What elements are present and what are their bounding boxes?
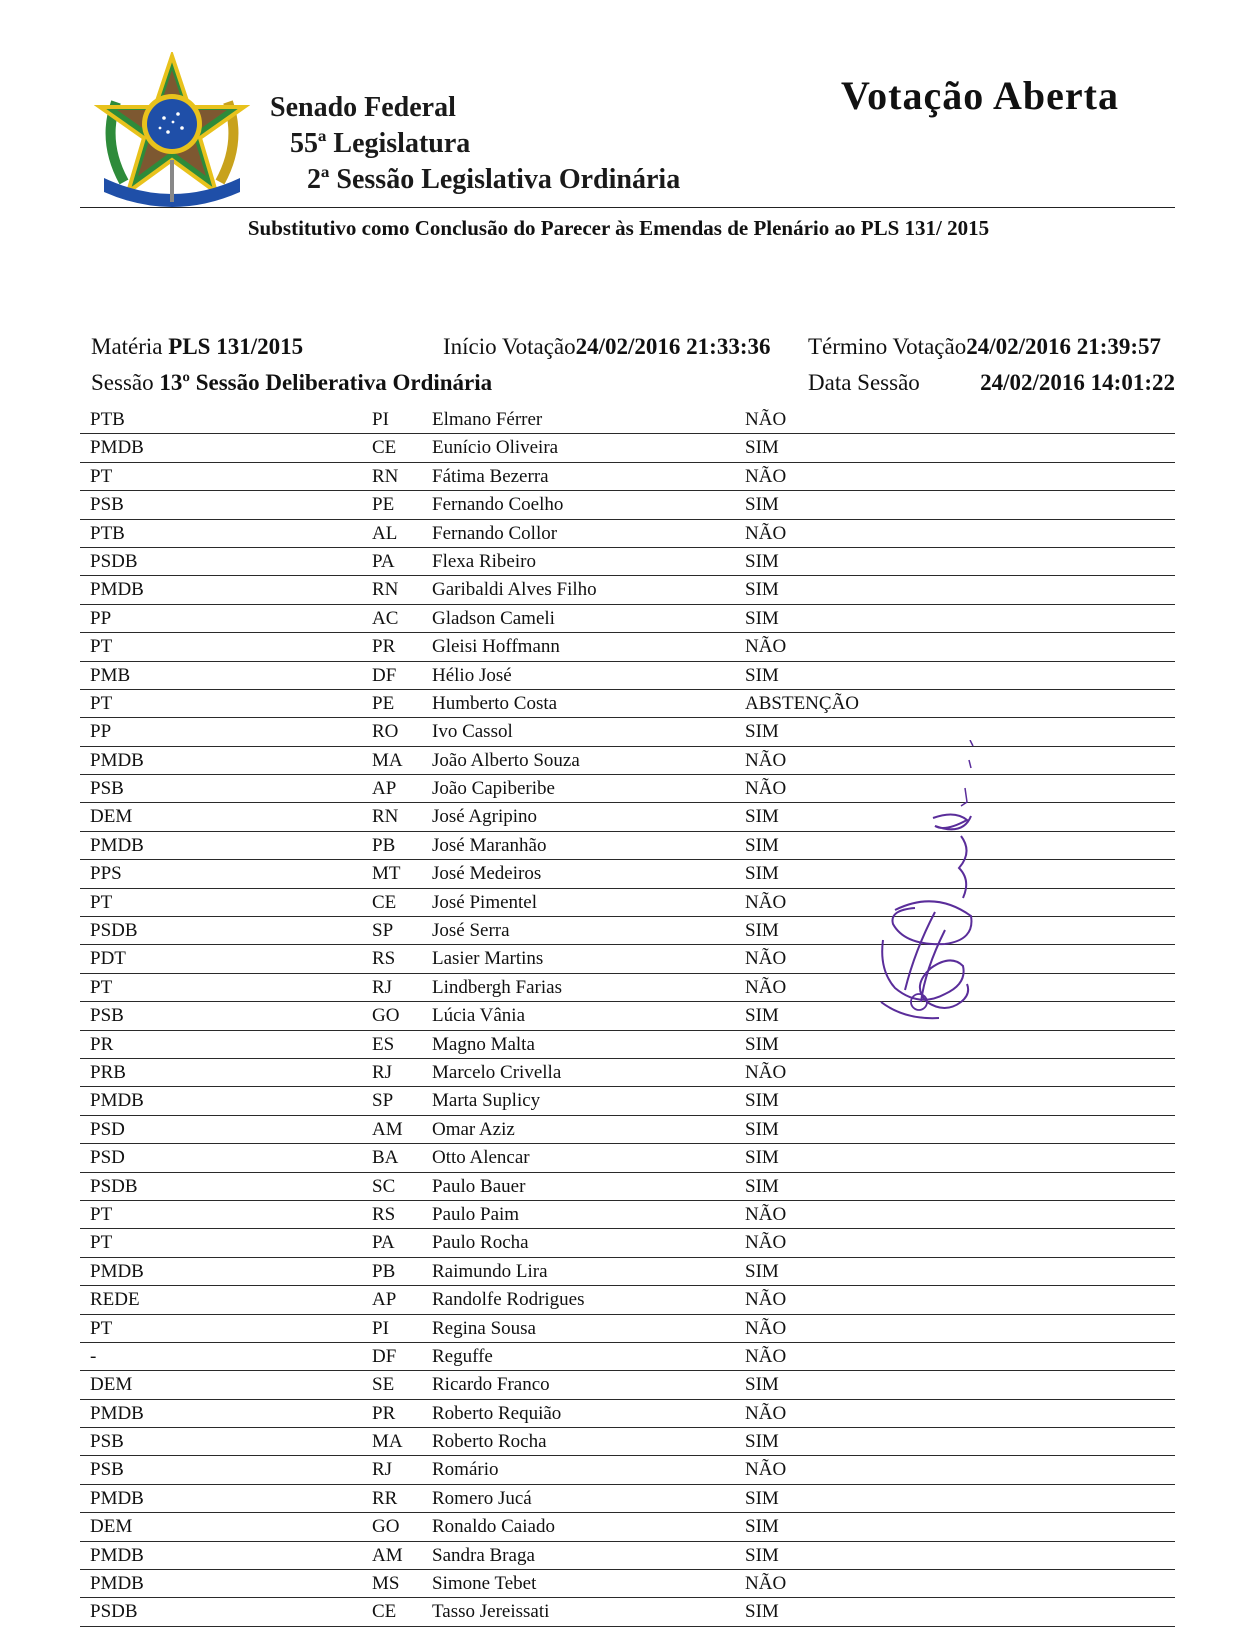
state-cell: RJ bbox=[372, 1061, 393, 1083]
vote-cell: SIM bbox=[745, 1033, 779, 1055]
vote-cell: NÃO bbox=[745, 522, 787, 544]
state-cell: GO bbox=[372, 1005, 400, 1027]
meta-materia bbox=[91, 334, 303, 360]
vote-cell: SIM bbox=[745, 437, 779, 459]
party-cell: PDT bbox=[90, 948, 126, 970]
table-row bbox=[80, 434, 1175, 462]
party-cell: PT bbox=[90, 1317, 113, 1339]
vote-cell: SIM bbox=[745, 1487, 779, 1509]
table-row bbox=[80, 1456, 1175, 1484]
state-cell: PA bbox=[372, 550, 395, 572]
inicio-value: 24/02/2016 21:33:36 bbox=[575, 334, 771, 359]
senator-name-cell: Fernando Coelho bbox=[432, 494, 564, 516]
state-cell: RJ bbox=[372, 976, 393, 998]
state-cell: RO bbox=[372, 721, 399, 743]
inicio-label: Início Votação bbox=[443, 334, 576, 359]
vote-cell: NÃO bbox=[745, 1061, 787, 1083]
party-cell: PMDB bbox=[90, 1487, 144, 1509]
table-row bbox=[80, 889, 1175, 917]
senator-name-cell: Raimundo Lira bbox=[432, 1260, 548, 1282]
vote-cell: NÃO bbox=[745, 1573, 787, 1595]
table-row bbox=[80, 1116, 1175, 1144]
senator-name-cell: João Capiberibe bbox=[432, 778, 555, 800]
party-cell: PT bbox=[90, 891, 113, 913]
vote-cell: SIM bbox=[745, 550, 779, 572]
vote-cell: SIM bbox=[745, 1516, 779, 1538]
senator-name-cell: Paulo Bauer bbox=[432, 1175, 526, 1197]
table-row bbox=[80, 1087, 1175, 1115]
table-row bbox=[80, 662, 1175, 690]
party-cell: PR bbox=[90, 1033, 114, 1055]
table-row bbox=[80, 690, 1175, 718]
party-cell: REDE bbox=[90, 1289, 140, 1311]
state-cell: PB bbox=[372, 1260, 396, 1282]
state-cell: RS bbox=[372, 948, 396, 970]
senator-name-cell: João Alberto Souza bbox=[432, 749, 580, 771]
table-row bbox=[80, 406, 1175, 434]
party-cell: PRB bbox=[90, 1061, 126, 1083]
state-cell: DF bbox=[372, 664, 397, 686]
state-cell: MT bbox=[372, 863, 401, 885]
table-row bbox=[80, 576, 1175, 604]
senator-name-cell: Roberto Rocha bbox=[432, 1431, 547, 1453]
party-cell: PMDB bbox=[90, 579, 144, 601]
party-cell: PMDB bbox=[90, 1544, 144, 1566]
vote-cell: NÃO bbox=[745, 1232, 787, 1254]
state-cell: DF bbox=[372, 1345, 397, 1367]
state-cell: PA bbox=[372, 1232, 395, 1254]
state-cell: SP bbox=[372, 920, 394, 942]
party-cell: PT bbox=[90, 465, 113, 487]
party-cell: PTB bbox=[90, 522, 125, 544]
vote-cell: SIM bbox=[745, 806, 779, 828]
senator-name-cell: Tasso Jereissati bbox=[432, 1601, 550, 1623]
table-row bbox=[80, 1173, 1175, 1201]
brazil-coat-of-arms-icon bbox=[94, 52, 250, 208]
vote-cell: SIM bbox=[745, 1374, 779, 1396]
page-title: Votação Aberta bbox=[840, 73, 1119, 118]
table-row bbox=[80, 1371, 1175, 1399]
table-row bbox=[80, 548, 1175, 576]
table-row bbox=[80, 1598, 1175, 1626]
party-cell: PSD bbox=[90, 1118, 125, 1140]
vote-cell: SIM bbox=[745, 664, 779, 686]
handwritten-signature bbox=[875, 740, 985, 1025]
state-cell: ES bbox=[372, 1033, 395, 1055]
table-row bbox=[80, 1002, 1175, 1030]
senator-name-cell: Fátima Bezerra bbox=[432, 465, 549, 487]
state-cell: SE bbox=[372, 1374, 395, 1396]
senator-name-cell: Lúcia Vânia bbox=[432, 1005, 526, 1027]
senator-name-cell: José Pimentel bbox=[432, 891, 538, 913]
vote-cell: SIM bbox=[745, 1005, 779, 1027]
materia-label: Matéria bbox=[91, 334, 163, 359]
state-cell: MA bbox=[372, 749, 403, 771]
sessao-value: 13º Sessão Deliberativa Ordinária bbox=[159, 370, 493, 395]
table-row bbox=[80, 775, 1175, 803]
party-cell: PT bbox=[90, 1232, 113, 1254]
state-cell: PR bbox=[372, 636, 396, 658]
state-cell: PE bbox=[372, 494, 395, 516]
state-cell: RJ bbox=[372, 1459, 393, 1481]
party-cell: PMDB bbox=[90, 1573, 144, 1595]
state-cell: CE bbox=[372, 1601, 397, 1623]
table-row bbox=[80, 1542, 1175, 1570]
state-cell: BA bbox=[372, 1147, 399, 1169]
party-cell: PT bbox=[90, 976, 113, 998]
table-row bbox=[80, 747, 1175, 775]
vote-cell: NÃO bbox=[745, 636, 787, 658]
table-row bbox=[80, 605, 1175, 633]
table-row bbox=[80, 491, 1175, 519]
party-cell: PMDB bbox=[90, 1090, 144, 1112]
header-sessao-legislativa: 2ª Sessão Legislativa Ordinária bbox=[307, 164, 681, 195]
vote-cell: SIM bbox=[745, 579, 779, 601]
state-cell: PI bbox=[372, 1317, 389, 1339]
senator-name-cell: José Agripino bbox=[432, 806, 538, 828]
data-sessao-value bbox=[980, 370, 1175, 396]
meta-sessao bbox=[91, 370, 492, 396]
party-cell: PP bbox=[90, 607, 112, 629]
party-cell: PPS bbox=[90, 863, 122, 885]
senator-name-cell: Simone Tebet bbox=[432, 1573, 537, 1595]
party-cell: PMDB bbox=[90, 834, 144, 856]
header-legislatura: 55ª Legislatura bbox=[290, 128, 471, 159]
table-row bbox=[80, 1343, 1175, 1371]
table-row bbox=[80, 1201, 1175, 1229]
party-cell: PT bbox=[90, 636, 113, 658]
vote-cell: NÃO bbox=[745, 409, 787, 430]
vote-cell: NÃO bbox=[745, 465, 787, 487]
table-row bbox=[80, 1428, 1175, 1456]
state-cell: AM bbox=[372, 1544, 403, 1566]
senator-name-cell: Hélio José bbox=[432, 664, 512, 686]
termino-label: Término Votação bbox=[808, 334, 967, 359]
state-cell: PR bbox=[372, 1402, 396, 1424]
table-row bbox=[80, 917, 1175, 945]
data-sessao-text: 24/02/2016 14:01:22 bbox=[980, 370, 1175, 395]
state-cell: RN bbox=[372, 579, 399, 601]
table-row bbox=[80, 463, 1175, 491]
table-row bbox=[80, 1031, 1175, 1059]
sessao-label: Sessão bbox=[91, 370, 154, 395]
vote-cell: SIM bbox=[745, 1147, 779, 1169]
table-row bbox=[80, 520, 1175, 548]
senator-name-cell: Gladson Cameli bbox=[432, 607, 555, 629]
table-row bbox=[80, 633, 1175, 661]
state-cell: AM bbox=[372, 1118, 403, 1140]
party-cell: DEM bbox=[90, 1516, 133, 1538]
state-cell: PI bbox=[372, 409, 389, 430]
state-cell: GO bbox=[372, 1516, 400, 1538]
senator-name-cell: Gleisi Hoffmann bbox=[432, 636, 560, 658]
party-cell: PSDB bbox=[90, 1175, 138, 1197]
table-row bbox=[80, 1513, 1175, 1541]
senator-name-cell: Ronaldo Caiado bbox=[432, 1516, 555, 1538]
party-cell: PSB bbox=[90, 1459, 124, 1481]
vote-cell: SIM bbox=[745, 1601, 779, 1623]
vote-cell: SIM bbox=[745, 863, 779, 885]
table-row bbox=[80, 1229, 1175, 1257]
party-cell: PSDB bbox=[90, 1601, 138, 1623]
senator-name-cell: Reguffe bbox=[432, 1345, 493, 1367]
termino-value: 24/02/2016 21:39:57 bbox=[966, 334, 1162, 359]
document-subtitle: Substitutivo como Conclusão do Parecer às Emendas de Plenário ao PLS 131/ 2015 bbox=[247, 216, 990, 240]
state-cell: SP bbox=[372, 1090, 394, 1112]
state-cell: PE bbox=[372, 692, 395, 714]
senator-name-cell: Magno Malta bbox=[432, 1033, 535, 1055]
senator-name-cell: Eunício Oliveira bbox=[432, 437, 559, 459]
party-cell: PMDB bbox=[90, 1260, 144, 1282]
vote-cell: NÃO bbox=[745, 948, 787, 970]
table-row bbox=[80, 832, 1175, 860]
senator-name-cell: Regina Sousa bbox=[432, 1317, 536, 1339]
vote-cell: SIM bbox=[745, 721, 779, 743]
table-row bbox=[80, 1315, 1175, 1343]
senator-name-cell: Marta Suplicy bbox=[432, 1090, 541, 1112]
materia-value: PLS 131/2015 bbox=[168, 334, 304, 359]
senator-name-cell: José Serra bbox=[432, 920, 510, 942]
party-cell: PT bbox=[90, 1203, 113, 1225]
party-cell: PP bbox=[90, 721, 112, 743]
meta-termino bbox=[808, 334, 1161, 360]
vote-cell: NÃO bbox=[745, 1402, 787, 1424]
vote-cell: SIM bbox=[745, 1544, 779, 1566]
party-cell: PT bbox=[90, 692, 113, 714]
senator-name-cell: Lindbergh Farias bbox=[432, 976, 562, 998]
party-cell: PMB bbox=[90, 664, 131, 686]
state-cell: RR bbox=[372, 1487, 398, 1509]
table-row bbox=[80, 860, 1175, 888]
party-cell: PSDB bbox=[90, 920, 138, 942]
data-sessao-label: Data Sessão bbox=[808, 370, 920, 395]
vote-table bbox=[80, 406, 1175, 1627]
table-row bbox=[80, 1059, 1175, 1087]
vote-cell: NÃO bbox=[745, 1459, 787, 1481]
state-cell: CE bbox=[372, 891, 397, 913]
vote-cell: SIM bbox=[745, 494, 779, 516]
senator-name-cell: Ricardo Franco bbox=[432, 1374, 550, 1396]
vote-cell: NÃO bbox=[745, 1289, 787, 1311]
state-cell: RN bbox=[372, 465, 399, 487]
party-cell: DEM bbox=[90, 806, 133, 828]
party-cell: PSB bbox=[90, 494, 124, 516]
state-cell: PB bbox=[372, 834, 396, 856]
vote-cell: NÃO bbox=[745, 1345, 787, 1367]
state-cell: SC bbox=[372, 1175, 396, 1197]
vote-cell: ABSTENÇÃO bbox=[745, 692, 860, 714]
state-cell: AL bbox=[372, 522, 398, 544]
table-row bbox=[80, 1144, 1175, 1172]
party-cell: DEM bbox=[90, 1374, 133, 1396]
state-cell: AC bbox=[372, 607, 399, 629]
vote-cell: SIM bbox=[745, 834, 779, 856]
party-cell: PSD bbox=[90, 1147, 125, 1169]
table-row bbox=[80, 1485, 1175, 1513]
table-row bbox=[80, 945, 1175, 973]
senator-name-cell: Romero Jucá bbox=[432, 1487, 532, 1509]
header-senado: Senado Federal bbox=[270, 92, 456, 123]
senator-name-cell: Ivo Cassol bbox=[432, 721, 513, 743]
vote-cell: SIM bbox=[745, 1090, 779, 1112]
table-row bbox=[80, 974, 1175, 1002]
state-cell: MS bbox=[372, 1573, 400, 1595]
senator-name-cell: José Medeiros bbox=[432, 863, 542, 885]
vote-cell: NÃO bbox=[745, 1317, 787, 1339]
state-cell: RN bbox=[372, 806, 399, 828]
party-cell: PTB bbox=[90, 409, 125, 430]
party-cell: PMDB bbox=[90, 1402, 144, 1424]
senator-name-cell: Otto Alencar bbox=[432, 1147, 530, 1169]
vote-cell: SIM bbox=[745, 920, 779, 942]
vote-cell: SIM bbox=[745, 607, 779, 629]
party-cell: PSB bbox=[90, 778, 124, 800]
senator-name-cell: Paulo Paim bbox=[432, 1203, 520, 1225]
senator-name-cell: Humberto Costa bbox=[432, 692, 558, 714]
senator-name-cell: Romário bbox=[432, 1459, 499, 1481]
vote-cell: SIM bbox=[745, 1260, 779, 1282]
senator-name-cell: Omar Aziz bbox=[432, 1118, 515, 1140]
state-cell: RS bbox=[372, 1203, 396, 1225]
senator-name-cell: Marcelo Crivella bbox=[432, 1061, 562, 1083]
party-cell: PSDB bbox=[90, 550, 138, 572]
table-row bbox=[80, 1286, 1175, 1314]
vote-cell: SIM bbox=[745, 1118, 779, 1140]
vote-cell: SIM bbox=[745, 1431, 779, 1453]
senator-name-cell: Lasier Martins bbox=[432, 948, 544, 970]
senator-name-cell: Flexa Ribeiro bbox=[432, 550, 536, 572]
header-divider bbox=[80, 207, 1175, 208]
senator-name-cell: Elmano Férrer bbox=[432, 409, 543, 430]
state-cell: AP bbox=[372, 1289, 397, 1311]
vote-cell: NÃO bbox=[745, 1203, 787, 1225]
meta-inicio bbox=[443, 334, 771, 360]
state-cell: CE bbox=[372, 437, 397, 459]
senator-name-cell: Sandra Braga bbox=[432, 1544, 535, 1566]
table-row bbox=[80, 803, 1175, 831]
table-row bbox=[80, 718, 1175, 746]
state-cell: MA bbox=[372, 1431, 403, 1453]
party-cell: - bbox=[90, 1345, 97, 1367]
vote-cell: NÃO bbox=[745, 891, 787, 913]
vote-cell: NÃO bbox=[745, 749, 787, 771]
senator-name-cell: Paulo Rocha bbox=[432, 1232, 529, 1254]
table-row bbox=[80, 1400, 1175, 1428]
vote-cell: SIM bbox=[745, 1175, 779, 1197]
party-cell: PSB bbox=[90, 1005, 124, 1027]
senator-name-cell: Fernando Collor bbox=[432, 522, 558, 544]
table-row bbox=[80, 1570, 1175, 1598]
party-cell: PMDB bbox=[90, 437, 144, 459]
party-cell: PMDB bbox=[90, 749, 144, 771]
senator-name-cell: Randolfe Rodrigues bbox=[432, 1289, 585, 1311]
vote-cell: NÃO bbox=[745, 976, 787, 998]
vote-cell: NÃO bbox=[745, 778, 787, 800]
state-cell: AP bbox=[372, 778, 397, 800]
senator-name-cell: José Maranhão bbox=[432, 834, 547, 856]
table-row bbox=[80, 1258, 1175, 1286]
party-cell: PSB bbox=[90, 1431, 124, 1453]
senator-name-cell: Garibaldi Alves Filho bbox=[432, 579, 597, 601]
senator-name-cell: Roberto Requião bbox=[432, 1402, 562, 1424]
